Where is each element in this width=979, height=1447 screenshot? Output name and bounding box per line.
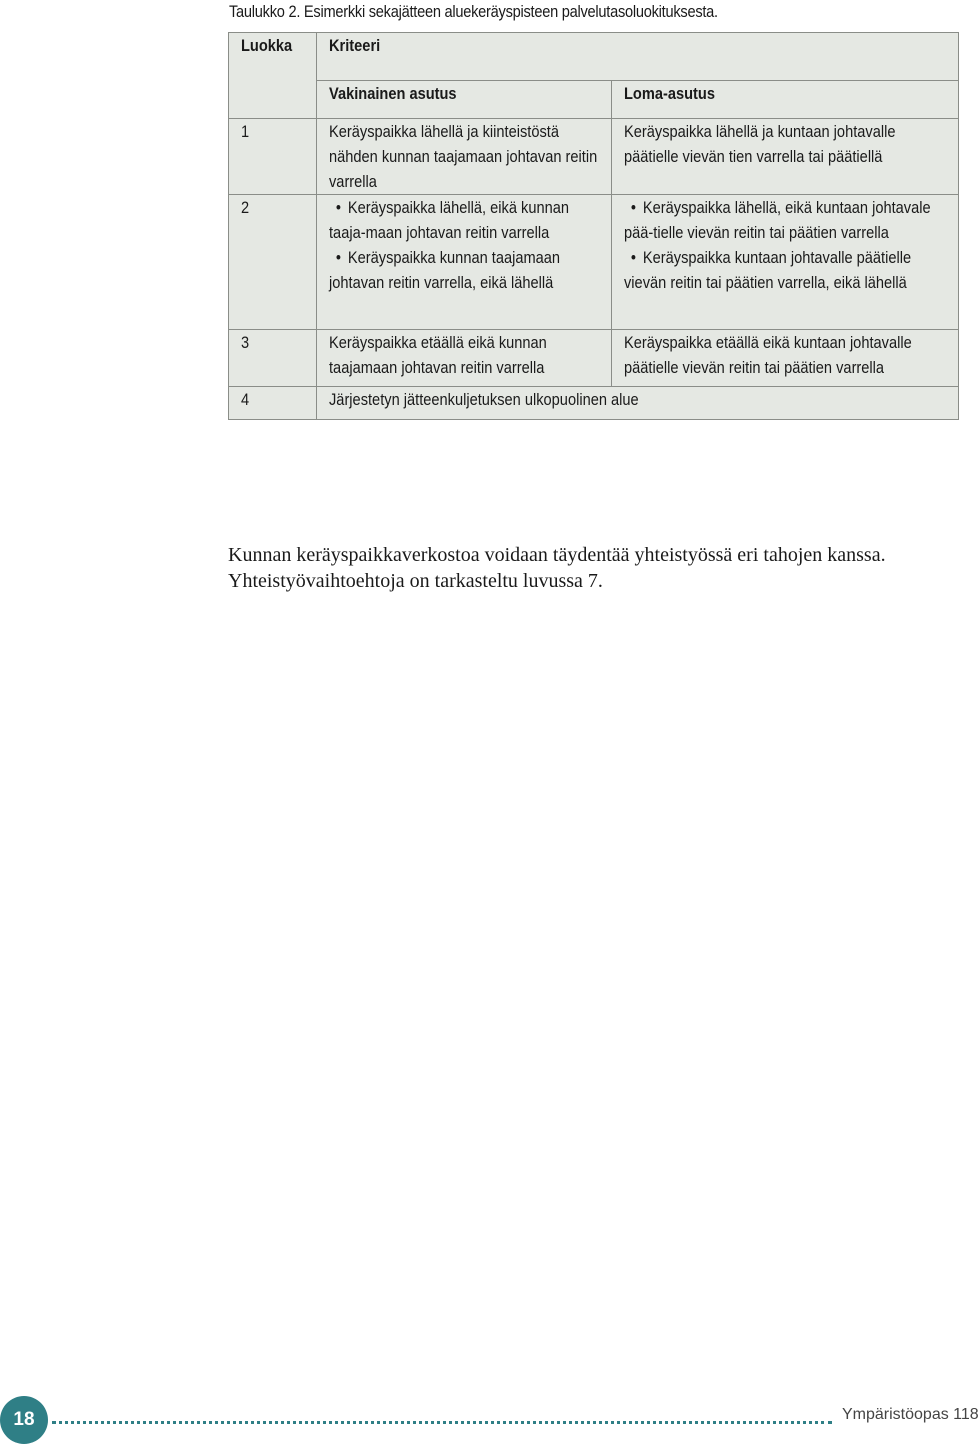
merged-cell: Järjestetyn jätteenkuljetuksen ulkopuolinen alue <box>317 387 959 420</box>
header-holiday: Loma-asutus <box>612 81 959 119</box>
class-cell: 2 <box>229 195 317 330</box>
footer-dotted-rule <box>52 1421 832 1424</box>
table-subheader-row <box>229 81 959 119</box>
header-permanent: Vakinainen asutus <box>317 81 612 119</box>
bullet-item: • Keräyspaikka lähellä, eikä kuntaan johtavale pää-tielle vievän reitin tai päätien varrella <box>624 195 945 245</box>
bullet-item: • Keräyspaikka lähellä, eikä kunnan taaja-maan johtavan reitin varrella <box>329 195 598 245</box>
publication-footer: Ympäristöopas 118 <box>842 1406 979 1423</box>
header-class: Luokka <box>229 33 317 119</box>
bullet-item: • Keräyspaikka kuntaan johtavalle päätielle vievän reitin tai päätien varrella, eikä lähellä <box>624 245 945 295</box>
table-row <box>229 330 959 387</box>
table-row <box>229 387 959 420</box>
permanent-cell <box>317 195 612 330</box>
service-level-table <box>228 32 959 420</box>
class-cell: 3 <box>229 330 317 387</box>
permanent-cell: Keräyspaikka etäällä eikä kunnan taajamaan johtavan reitin varrella <box>317 330 612 387</box>
class-cell: 4 <box>229 387 317 420</box>
bullet-item: • Keräyspaikka kunnan taajamaan johtavan reitin varrella, eikä lähellä <box>329 245 598 295</box>
body-paragraph: Kunnan keräyspaikkaverkostoa voidaan täydentää yhteistyössä eri tahojen kanssa. Yhteistyövaihtoehtoja on tarkasteltu luvussa 7. <box>228 544 886 592</box>
header-criteria: Kriteeri <box>317 33 959 81</box>
holiday-cell: Keräyspaikka etäällä eikä kuntaan johtavalle päätielle vievän reitin tai päätien varrella <box>612 330 959 387</box>
page-number: 18 <box>0 1396 48 1444</box>
class-cell: 1 <box>229 119 317 195</box>
table-caption: Taulukko 2. Esimerkki sekajätteen aluekeräyspisteen palvelutasoluokituksesta. <box>229 2 718 21</box>
permanent-cell: Keräyspaikka lähellä ja kiinteistöstä nähden kunnan taajamaan johtavan reitin varrella <box>317 119 612 195</box>
holiday-cell: Keräyspaikka lähellä ja kuntaan johtavalle päätielle vievän tien varrella tai päätiellä <box>612 119 959 195</box>
holiday-cell <box>612 195 959 330</box>
table-row <box>229 119 959 195</box>
table-row <box>229 195 959 330</box>
table-header-row <box>229 33 959 81</box>
